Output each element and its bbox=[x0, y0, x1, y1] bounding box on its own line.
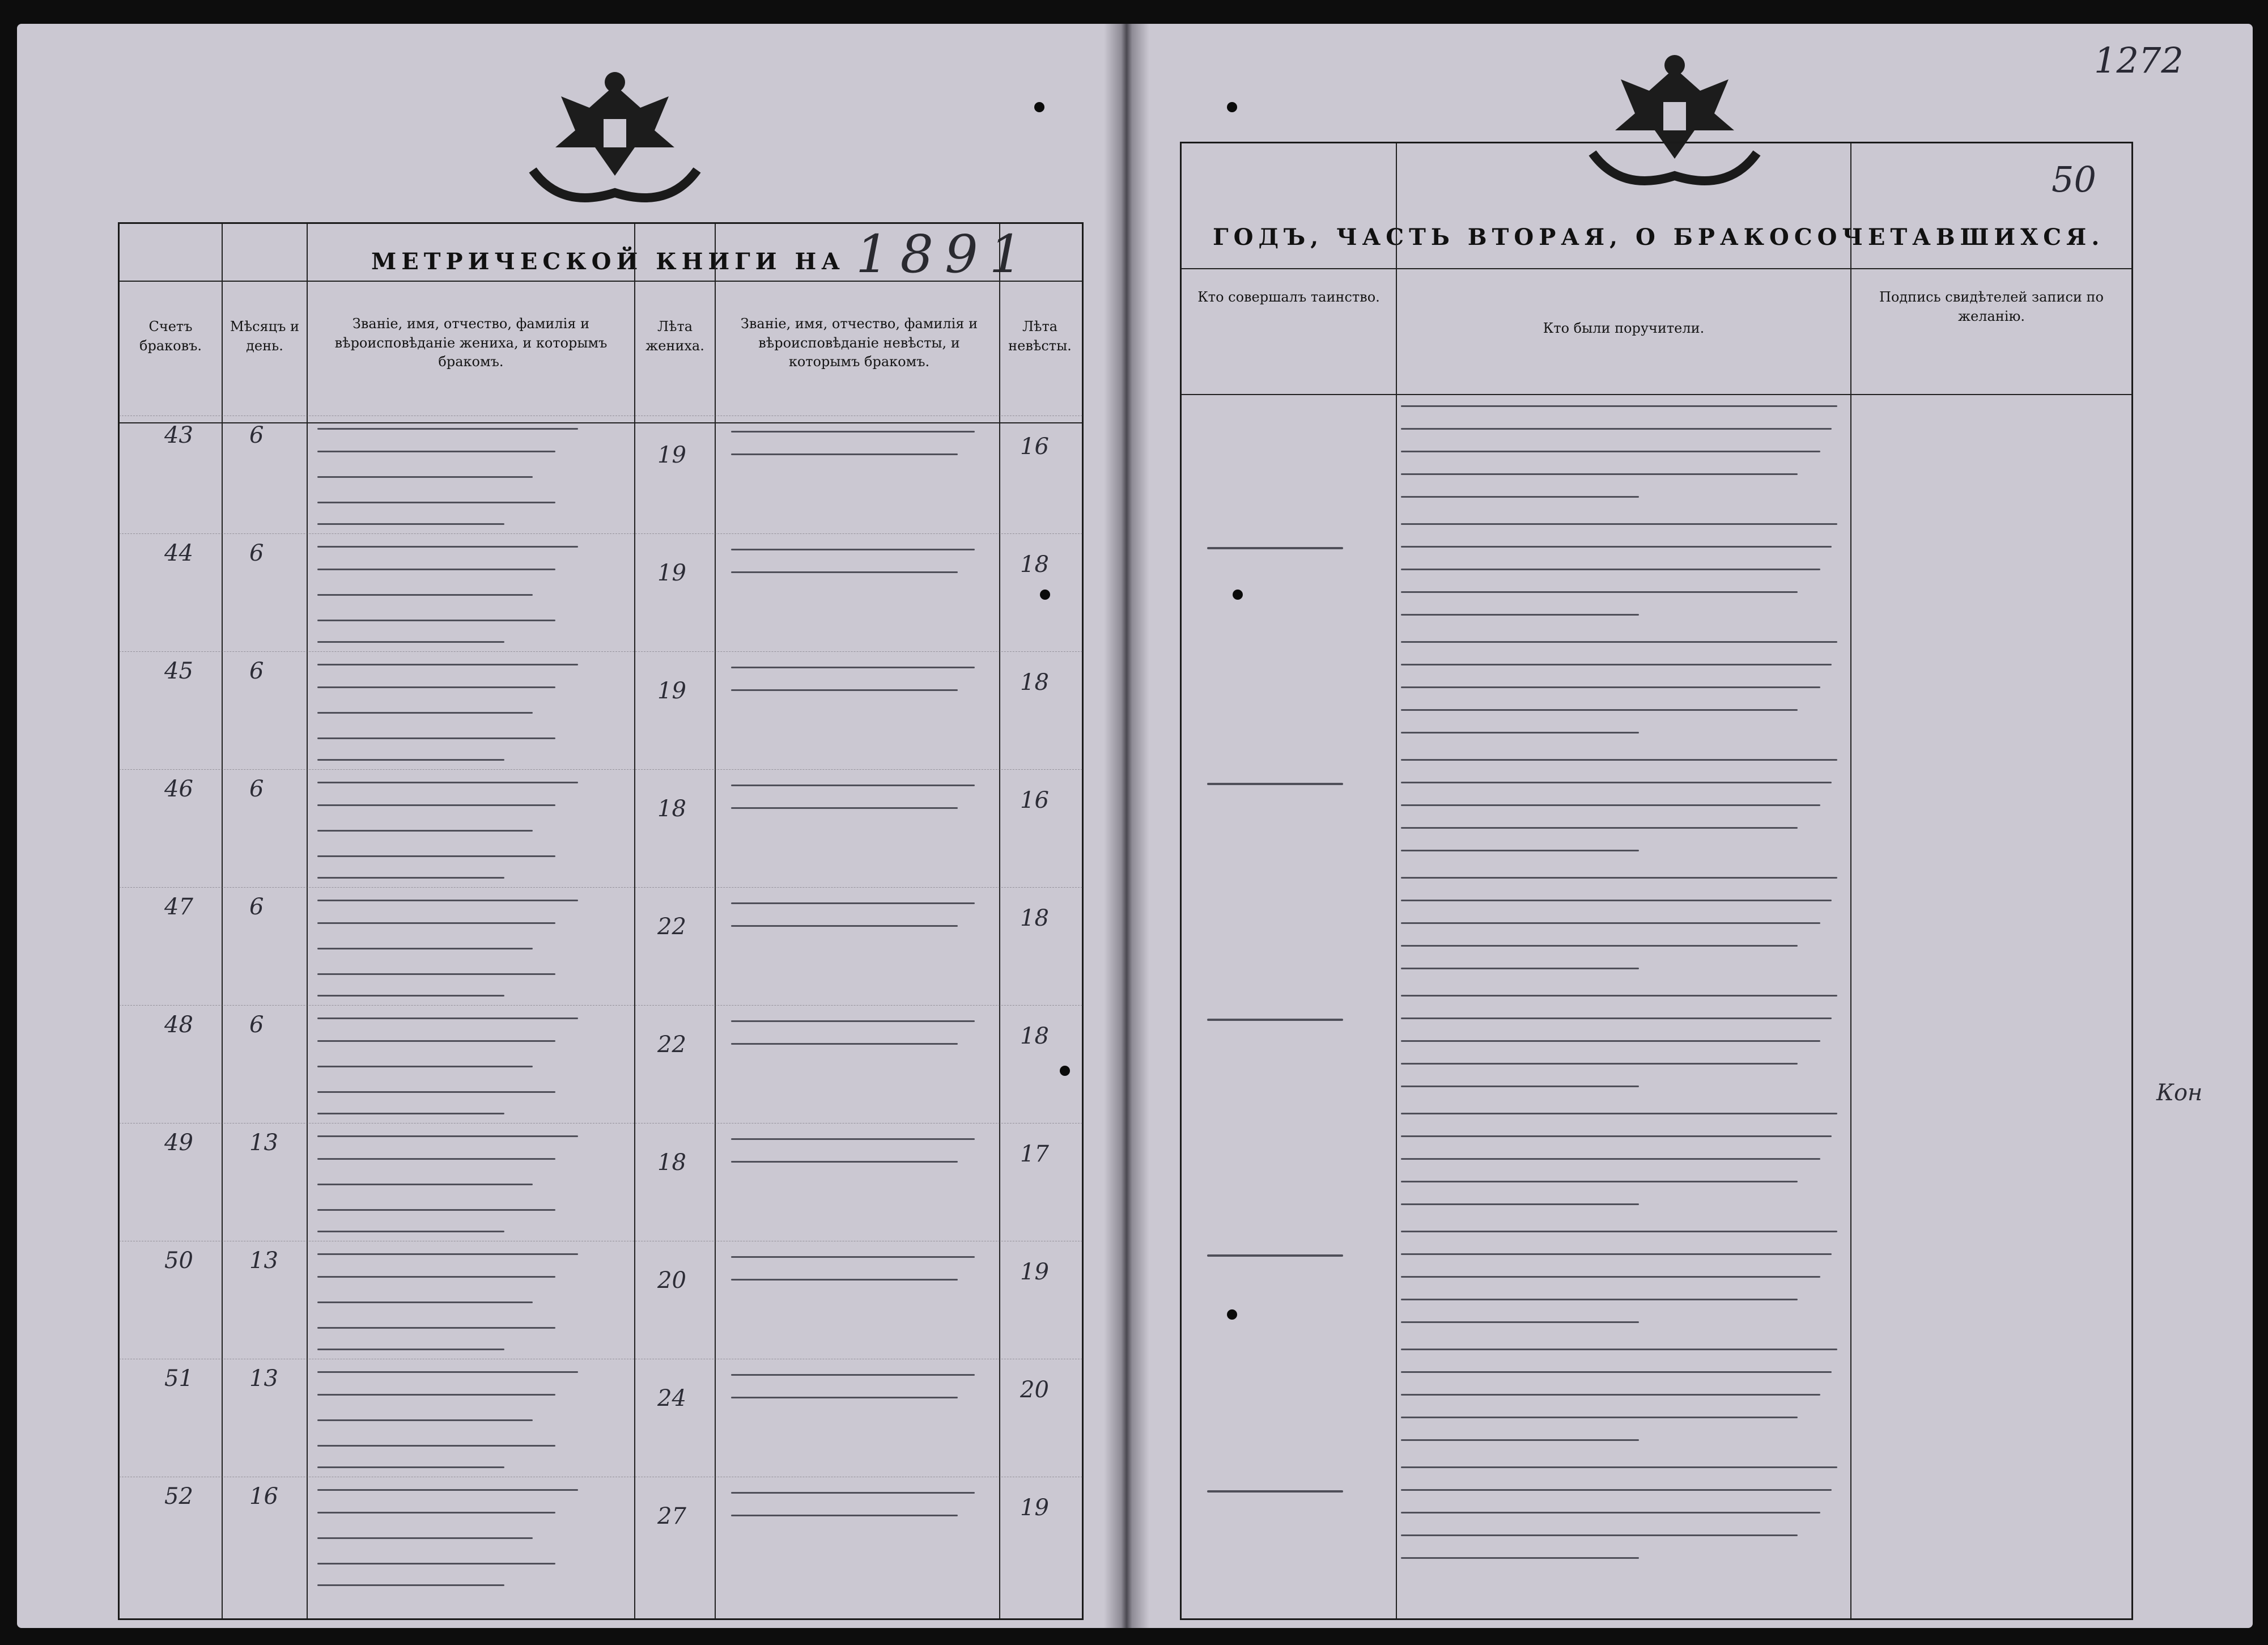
handwriting-stroke bbox=[317, 1419, 533, 1421]
handwriting-stroke bbox=[731, 1138, 975, 1140]
entry-count: 44 bbox=[164, 540, 193, 566]
header-month-day: Мѣсяцъ и день. bbox=[230, 319, 299, 354]
handwriting-stroke bbox=[317, 1327, 555, 1329]
handwriting-stroke bbox=[1401, 523, 1837, 525]
handwriting-stroke bbox=[1401, 900, 1832, 901]
right-ledger-table bbox=[1180, 142, 2133, 1620]
handwriting-stroke bbox=[317, 1301, 533, 1303]
handwriting-stroke bbox=[317, 1349, 504, 1350]
entry-count: 46 bbox=[164, 776, 193, 802]
entry-day: 6 bbox=[249, 776, 264, 802]
binding-hole bbox=[1233, 590, 1243, 600]
handwriting-stroke bbox=[731, 431, 975, 433]
handwriting-stroke bbox=[317, 759, 504, 761]
handwriting-stroke bbox=[731, 1492, 975, 1494]
header-count: Счетъ браковъ. bbox=[139, 319, 202, 354]
handwriting-stroke bbox=[1401, 1371, 1832, 1373]
handwriting-stroke bbox=[1401, 759, 1837, 761]
entry-bride-age: 16 bbox=[1020, 787, 1049, 813]
entry-bride-age: 18 bbox=[1020, 1023, 1049, 1049]
header-signature: Подпись свидѣтелей записи по желанію. bbox=[1879, 289, 2104, 324]
binding-hole bbox=[1227, 1309, 1237, 1320]
entry-count: 48 bbox=[164, 1012, 193, 1038]
handwriting-stroke bbox=[317, 1158, 555, 1160]
handwriting-stroke bbox=[317, 900, 578, 901]
handwriting-stroke bbox=[1401, 546, 1832, 548]
handwriting-stroke bbox=[317, 1466, 504, 1468]
handwriting-stroke bbox=[317, 1040, 555, 1042]
handwriting-stroke bbox=[1401, 995, 1837, 997]
entry-bride-age: 19 bbox=[1020, 1259, 1049, 1285]
handwriting-stroke bbox=[1401, 1231, 1837, 1232]
handwriting-stroke bbox=[317, 451, 555, 452]
handwriting-stroke bbox=[1401, 1040, 1820, 1042]
entry-groom-age: 22 bbox=[657, 1032, 686, 1058]
handwriting-stroke bbox=[731, 807, 958, 809]
entry-count: 52 bbox=[164, 1483, 193, 1510]
entry-groom-age: 19 bbox=[657, 560, 686, 586]
entry-count: 45 bbox=[164, 658, 193, 684]
handwriting-stroke bbox=[1401, 1253, 1832, 1255]
handwriting-stroke bbox=[731, 453, 958, 455]
handwriting-stroke bbox=[1401, 1135, 1832, 1137]
handwriting-stroke bbox=[731, 1043, 958, 1045]
handwriting-stroke bbox=[317, 664, 578, 665]
handwriting-stroke bbox=[1401, 782, 1832, 783]
handwriting-stroke bbox=[317, 782, 578, 783]
handwriting-stroke bbox=[731, 1397, 958, 1398]
entry-groom-age: 19 bbox=[657, 442, 686, 468]
handwriting-stroke bbox=[317, 973, 555, 975]
handwriting-stroke bbox=[317, 855, 555, 857]
page-number: 50 bbox=[2052, 159, 2096, 200]
handwriting-stroke bbox=[317, 1253, 578, 1255]
entry-groom-age: 24 bbox=[657, 1385, 686, 1411]
entry-count: 47 bbox=[164, 894, 193, 920]
handwriting-stroke bbox=[317, 712, 533, 714]
handwriting-stroke bbox=[731, 925, 958, 927]
entry-groom-age: 18 bbox=[657, 796, 686, 822]
handwriting-stroke bbox=[317, 737, 555, 739]
handwriting-stroke bbox=[317, 1584, 504, 1586]
handwriting-stroke bbox=[317, 1394, 555, 1396]
handwriting-stroke bbox=[1401, 709, 1798, 711]
handwriting-stroke bbox=[317, 1445, 555, 1447]
entry-bride-age: 19 bbox=[1020, 1495, 1049, 1521]
row-separator bbox=[119, 651, 1082, 652]
handwriting-stroke bbox=[1401, 641, 1837, 643]
book-gutter bbox=[1104, 24, 1149, 1628]
handwriting-stroke bbox=[317, 1537, 533, 1539]
binding-hole bbox=[1227, 102, 1237, 112]
handwriting-stroke bbox=[1401, 732, 1639, 734]
entry-groom-age: 27 bbox=[657, 1503, 686, 1529]
handwriting-stroke bbox=[1401, 1394, 1820, 1396]
handwriting-stroke bbox=[317, 1371, 578, 1373]
handwriting-stroke bbox=[1401, 1158, 1820, 1160]
handwriting-stroke bbox=[1401, 1417, 1798, 1418]
handwriting-stroke bbox=[1401, 1534, 1798, 1536]
binding-hole bbox=[1034, 102, 1044, 112]
right-page-title: ГОДЪ, ЧАСТЬ ВТОРАЯ, О БРАКОСОЧЕТАВШИХСЯ. bbox=[1213, 224, 2105, 251]
entry-bride-age: 17 bbox=[1020, 1141, 1049, 1167]
archive-number: 1272 bbox=[2094, 40, 2184, 81]
entry-groom-age: 18 bbox=[657, 1150, 686, 1176]
handwriting-stroke bbox=[1401, 496, 1639, 498]
handwriting-stroke bbox=[1401, 1203, 1639, 1205]
handwriting-stroke bbox=[317, 502, 555, 503]
handwriting-stroke bbox=[317, 830, 533, 832]
entry-day: 13 bbox=[249, 1130, 278, 1156]
handwriting-stroke bbox=[317, 620, 555, 621]
entry-bride-age: 18 bbox=[1020, 905, 1049, 931]
handwriting-stroke bbox=[317, 1276, 555, 1278]
priest-signature-stroke bbox=[1207, 1254, 1343, 1257]
handwriting-stroke bbox=[317, 922, 555, 924]
handwriting-stroke bbox=[1401, 614, 1639, 616]
entry-day: 13 bbox=[249, 1248, 278, 1274]
handwriting-stroke bbox=[317, 1017, 578, 1019]
handwriting-stroke bbox=[1401, 686, 1820, 688]
priest-signature-stroke bbox=[1207, 1019, 1343, 1021]
handwriting-stroke bbox=[1401, 664, 1832, 665]
handwriting-stroke bbox=[317, 995, 504, 997]
entry-groom-age: 20 bbox=[657, 1267, 686, 1294]
handwriting-stroke bbox=[317, 1563, 555, 1565]
entry-bride-age: 18 bbox=[1020, 552, 1049, 578]
row-separator bbox=[119, 533, 1082, 534]
entry-day: 13 bbox=[249, 1366, 278, 1392]
handwriting-stroke bbox=[317, 546, 578, 548]
entry-count: 51 bbox=[164, 1366, 193, 1392]
handwriting-stroke bbox=[317, 1091, 555, 1093]
entry-day: 6 bbox=[249, 658, 264, 684]
entry-count: 49 bbox=[164, 1130, 193, 1156]
entry-day: 6 bbox=[249, 422, 264, 448]
handwriting-stroke bbox=[1401, 1063, 1798, 1065]
handwriting-stroke bbox=[731, 1256, 975, 1258]
binding-hole bbox=[1040, 590, 1050, 600]
priest-signature-stroke bbox=[1207, 547, 1343, 549]
handwriting-stroke bbox=[1401, 1512, 1820, 1513]
handwriting-stroke bbox=[1401, 1489, 1832, 1491]
register-year: 1891 bbox=[856, 224, 1034, 285]
entry-bride-age: 20 bbox=[1020, 1377, 1049, 1403]
entry-day: 6 bbox=[249, 1012, 264, 1038]
handwriting-stroke bbox=[317, 569, 555, 570]
entry-groom-age: 22 bbox=[657, 914, 686, 940]
handwriting-stroke bbox=[731, 667, 975, 668]
entry-day: 16 bbox=[249, 1483, 278, 1510]
handwriting-stroke bbox=[317, 523, 504, 525]
handwriting-stroke bbox=[317, 1489, 578, 1491]
handwriting-stroke bbox=[317, 1113, 504, 1114]
row-separator bbox=[119, 769, 1082, 770]
entry-day: 6 bbox=[249, 540, 264, 566]
handwriting-stroke bbox=[1401, 804, 1820, 806]
handwriting-stroke bbox=[731, 1515, 958, 1516]
handwriting-stroke bbox=[731, 902, 975, 904]
handwriting-stroke bbox=[1401, 569, 1820, 570]
handwriting-stroke bbox=[1401, 1181, 1798, 1182]
handwriting-stroke bbox=[1401, 922, 1820, 924]
priest-signature-stroke bbox=[1207, 783, 1343, 785]
handwriting-stroke bbox=[317, 1066, 533, 1067]
handwriting-stroke bbox=[1401, 1086, 1639, 1087]
handwriting-stroke bbox=[317, 476, 533, 478]
priest-signature-stroke bbox=[1207, 1490, 1343, 1493]
handwriting-stroke bbox=[1401, 945, 1798, 947]
handwriting-stroke bbox=[1401, 1557, 1639, 1559]
handwriting-stroke bbox=[1401, 473, 1798, 475]
margin-note: Кон bbox=[2156, 1080, 2203, 1106]
handwriting-stroke bbox=[731, 1161, 958, 1163]
handwriting-stroke bbox=[317, 594, 533, 596]
imperial-eagle-emblem-left bbox=[521, 62, 708, 204]
header-groom: Званіе, имя, отчество, фамилія и вѣроисповѣданіе жениха, и которымъ бракомъ. bbox=[334, 316, 608, 370]
handwriting-stroke bbox=[317, 428, 578, 430]
entry-count: 50 bbox=[164, 1248, 193, 1274]
header-groom-age: Лѣта жениха. bbox=[645, 319, 704, 354]
handwriting-stroke bbox=[1401, 405, 1837, 407]
header-guarantors: Кто были поручители. bbox=[1543, 320, 1705, 336]
handwriting-stroke bbox=[1401, 1321, 1639, 1323]
handwriting-stroke bbox=[731, 689, 958, 691]
handwriting-stroke bbox=[1401, 1017, 1832, 1019]
handwriting-stroke bbox=[731, 549, 975, 550]
left-page-title: МЕТРИЧЕСКОЙ КНИГИ НА bbox=[371, 248, 845, 275]
handwriting-stroke bbox=[317, 686, 555, 688]
handwriting-stroke bbox=[1401, 850, 1639, 851]
handwriting-stroke bbox=[1401, 428, 1832, 430]
header-bride-age: Лѣта невѣсты. bbox=[1008, 319, 1072, 354]
handwriting-stroke bbox=[317, 641, 504, 643]
header-performed: Кто совершалъ таинство. bbox=[1197, 289, 1380, 305]
handwriting-stroke bbox=[1401, 591, 1798, 593]
handwriting-stroke bbox=[731, 1020, 975, 1022]
handwriting-stroke bbox=[731, 785, 975, 786]
handwriting-stroke bbox=[731, 571, 958, 573]
handwriting-stroke bbox=[317, 1135, 578, 1137]
row-separator bbox=[119, 887, 1082, 888]
handwriting-stroke bbox=[1401, 877, 1837, 879]
entry-groom-age: 19 bbox=[657, 678, 686, 704]
handwriting-stroke bbox=[317, 948, 533, 949]
handwriting-stroke bbox=[317, 1184, 533, 1185]
handwriting-stroke bbox=[1401, 1276, 1820, 1278]
handwriting-stroke bbox=[1401, 1466, 1837, 1468]
handwriting-stroke bbox=[731, 1279, 958, 1281]
handwriting-stroke bbox=[317, 1512, 555, 1513]
handwriting-stroke bbox=[1401, 1299, 1798, 1300]
handwriting-stroke bbox=[317, 877, 504, 879]
handwriting-stroke bbox=[317, 804, 555, 806]
handwriting-stroke bbox=[1401, 1439, 1639, 1441]
handwriting-stroke bbox=[1401, 1349, 1837, 1350]
entry-day: 6 bbox=[249, 894, 264, 920]
entry-bride-age: 16 bbox=[1020, 434, 1049, 460]
handwriting-stroke bbox=[317, 1231, 504, 1232]
entry-bride-age: 18 bbox=[1020, 669, 1049, 696]
binding-hole bbox=[1060, 1066, 1070, 1076]
handwriting-stroke bbox=[1401, 827, 1798, 829]
handwriting-stroke bbox=[1401, 1113, 1837, 1114]
handwriting-stroke bbox=[317, 1209, 555, 1211]
entry-count: 43 bbox=[164, 422, 193, 448]
handwriting-stroke bbox=[1401, 968, 1639, 969]
handwriting-stroke bbox=[731, 1374, 975, 1376]
handwriting-stroke bbox=[1401, 451, 1820, 452]
header-bride: Званіе, имя, отчество, фамилія и вѣроисповѣданіе невѣсты, и которымъ бракомъ. bbox=[740, 316, 978, 370]
row-separator bbox=[119, 1005, 1082, 1006]
